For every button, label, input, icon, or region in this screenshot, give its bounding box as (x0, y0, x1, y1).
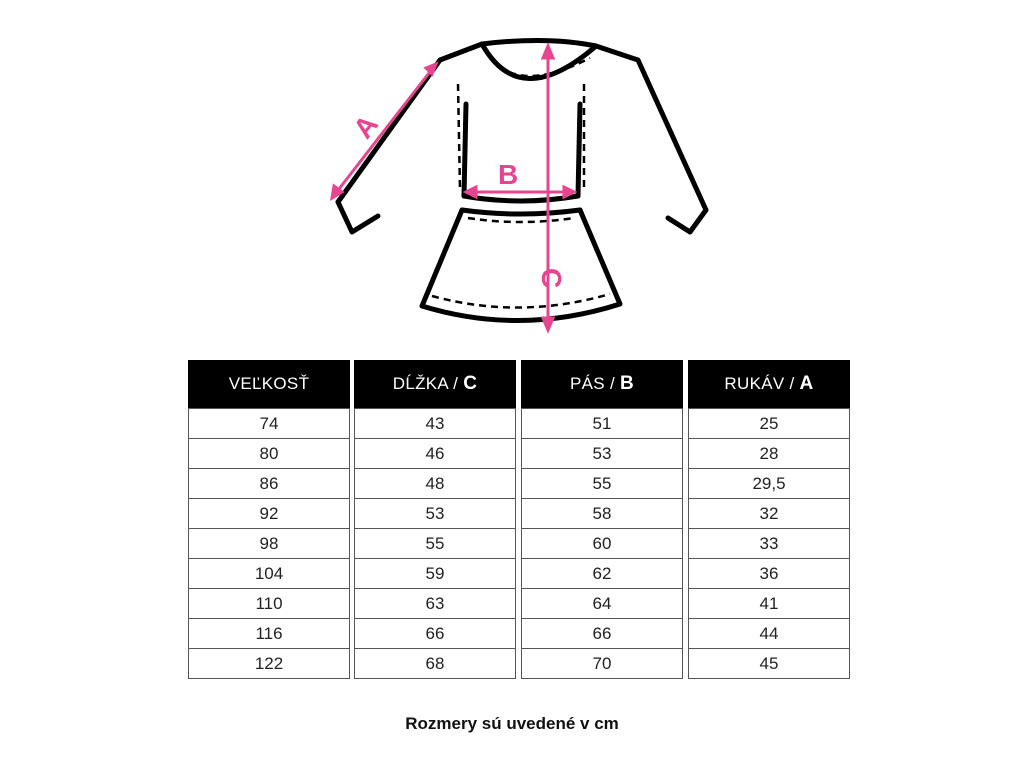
table-cell: 62 (522, 558, 682, 588)
measurement-label-a: A (347, 109, 385, 145)
table-cell: 45 (689, 648, 849, 678)
waist-column-label: PÁS / (570, 374, 615, 393)
table-cell: 104 (189, 558, 349, 588)
table-cell: 98 (189, 528, 349, 558)
length-column-header (354, 360, 516, 408)
table-cell: 70 (522, 648, 682, 678)
table-cell: 41 (689, 588, 849, 618)
units-footnote: Rozmery sú uvedené v cm (405, 714, 619, 733)
length-column (354, 360, 516, 679)
table-cell: 64 (522, 588, 682, 618)
sleeve-column-label: RUKÁV / (724, 374, 795, 393)
table-cell: 46 (355, 438, 515, 468)
table-cell: 80 (189, 438, 349, 468)
table-cell: 66 (522, 618, 682, 648)
table-cell: 66 (355, 618, 515, 648)
sleeve-column (688, 360, 850, 679)
table-cell: 74 (189, 408, 349, 438)
table-cell: 60 (522, 528, 682, 558)
length-column-letter: C (463, 373, 478, 394)
table-cell: 86 (189, 468, 349, 498)
table-cell: 25 (689, 408, 849, 438)
table-cell: 44 (689, 618, 849, 648)
table-cell: 48 (355, 468, 515, 498)
table-cell: 122 (189, 648, 349, 678)
table-cell: 36 (689, 558, 849, 588)
measurement-label-b: B (498, 159, 519, 190)
waist-column-header (521, 360, 683, 408)
table-cell: 29,5 (689, 468, 849, 498)
waist-column-letter: B (619, 373, 634, 394)
sleeve-column-header (688, 360, 850, 408)
size-column-label: VEĽKOSŤ (228, 374, 310, 393)
table-cell: 58 (522, 498, 682, 528)
table-cell: 51 (522, 408, 682, 438)
length-column-cells (354, 408, 516, 679)
table-cell: 63 (355, 588, 515, 618)
dress-illustration (320, 34, 720, 340)
measurement-label-c: C (536, 268, 567, 289)
table-cell: 59 (355, 558, 515, 588)
table-cell: 32 (689, 498, 849, 528)
table-cell: 53 (355, 498, 515, 528)
table-cell: 68 (355, 648, 515, 678)
table-cell: 116 (189, 618, 349, 648)
sleeve-column-letter: A (799, 373, 814, 394)
table-cell: 55 (355, 528, 515, 558)
table-cell: 28 (689, 438, 849, 468)
table-cell: 33 (689, 528, 849, 558)
waist-column-cells (521, 408, 683, 679)
size-column (188, 360, 350, 679)
table-cell: 43 (355, 408, 515, 438)
table-cell: 110 (189, 588, 349, 618)
table-cell: 53 (522, 438, 682, 468)
waist-column (521, 360, 683, 679)
table-cell: 92 (189, 498, 349, 528)
size-column-header (188, 360, 350, 408)
length-column-label: DĹŽKA / (392, 374, 459, 393)
table-cell: 55 (522, 468, 682, 498)
sleeve-column-cells (688, 408, 850, 679)
size-column-cells (188, 408, 350, 679)
